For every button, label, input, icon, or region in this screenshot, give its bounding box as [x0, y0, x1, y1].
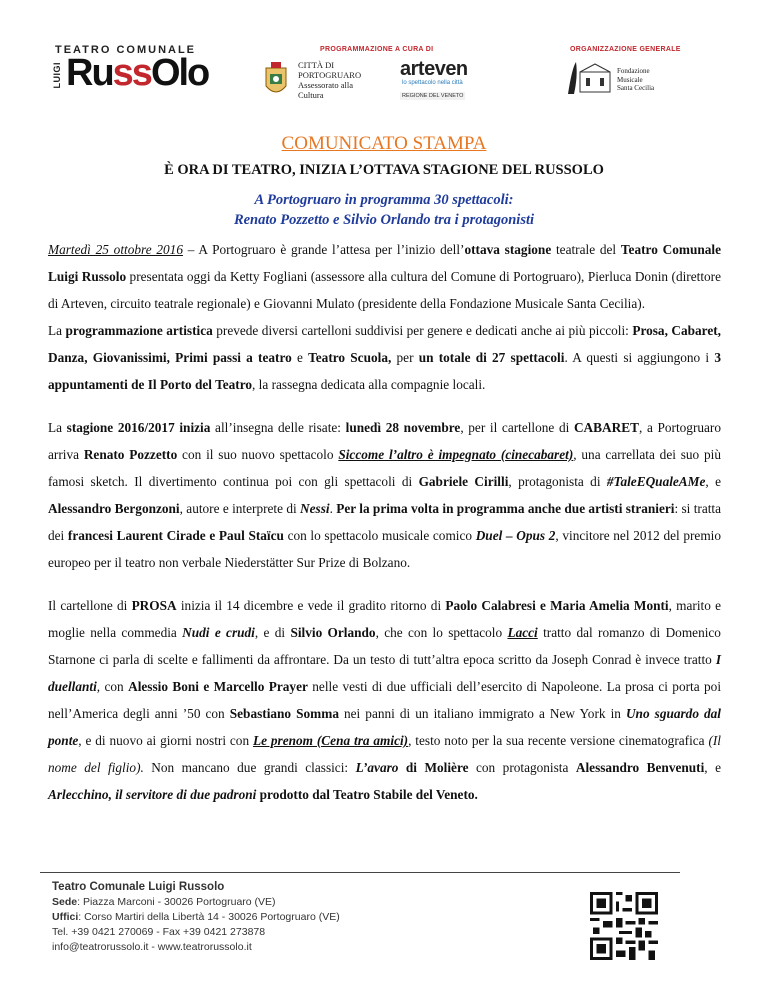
headline: È ORA DI TEATRO, INIZIA L’OTTAVA STAGIONE DEL RUSSOLO — [164, 162, 604, 178]
fond-line-3: Santa Cecilia — [617, 84, 655, 92]
text: con lo spettacolo musicale comico — [283, 528, 476, 543]
subheadline-line-2: Renato Pozzetto e Silvio Orlando tra i protagonisti — [233, 212, 535, 228]
text: teatrale del — [551, 242, 621, 257]
bold-text: Teatro Comunale Luigi Russolo — [48, 242, 721, 284]
city-line-1: CITTÀ DI — [298, 60, 335, 70]
text: , testo noto per la sua recente versione cinematografica — [408, 733, 709, 748]
russolo-logo — [66, 52, 208, 95]
bold-text: Silvio Orlando — [290, 625, 376, 640]
text: . — [329, 501, 337, 516]
show-title: Lacci — [507, 625, 538, 640]
text: , e di — [254, 625, 291, 640]
text: e — [291, 350, 309, 365]
show-title: Nessi — [300, 501, 330, 516]
subheadline — [0, 190, 768, 230]
text: , vincitore nel 2012 del premio europeo per il teatro non verbale Niederstätter Sur Prize di Bolzano. — [48, 528, 722, 570]
text: , la rassegna dedicata alla compagnie locali. — [252, 377, 486, 392]
bold-text: 3 appuntamenti de Il Porto del Teatro — [48, 350, 721, 392]
programmazione-label: PROGRAMMAZIONE A CURA DI — [320, 46, 434, 53]
show-title: #TaleEQualeAMe — [606, 474, 706, 489]
arteven-tagline: lo spettacolo nella città — [402, 80, 463, 86]
show-title: L’avaro — [355, 760, 399, 775]
paragraph-intro — [48, 236, 721, 317]
show-title: Arlecchino, il servitore di due padroni — [48, 787, 257, 802]
text: – A Portogruaro è grande l’attesa per l’inizio dell’ — [182, 242, 465, 257]
text: : si tratta dei — [48, 501, 722, 543]
fond-line-2: Musicale — [617, 75, 643, 84]
bold-text: Sebastiano Somma — [229, 706, 339, 721]
text: , con — [96, 679, 129, 694]
footer-web: info@teatrorussolo.it - www.teatrorussolo.it — [52, 941, 252, 953]
logo-part-2: ss — [112, 52, 151, 94]
text: con il suo nuovo spettacolo — [177, 447, 339, 462]
text: Il cartellone di — [48, 598, 132, 613]
paragraph-prosa — [48, 592, 721, 808]
bold-text: Per la prima volta in programma anche due artisti stranieri — [336, 501, 675, 516]
text: , che con lo spettacolo — [375, 625, 508, 640]
bold-text: un totale di 27 spettacoli — [418, 350, 565, 365]
paragraph-programmazione — [48, 317, 721, 398]
paragraph-cabaret — [48, 414, 721, 576]
bold-text: ottava stagione — [464, 242, 552, 257]
letterhead — [0, 0, 768, 120]
bold-text: Alessio Boni e Marcello Prayer — [128, 679, 308, 694]
text: con protagonista — [468, 760, 576, 775]
uffici-label: Uffici — [52, 911, 79, 923]
bold-text: Teatro Scuola, — [308, 350, 392, 365]
bold-text: CABARET — [573, 420, 639, 435]
show-title: I duellanti — [48, 652, 721, 694]
text: , autore e interprete di — [179, 501, 301, 516]
text: all’insegna delle risate: — [210, 420, 346, 435]
city-line-4: Cultura — [298, 90, 324, 100]
footer-tel: Tel. +39 0421 270069 - Fax +39 0421 273878 — [52, 926, 266, 938]
show-title: Duel – Opus 2 — [475, 528, 556, 543]
bold-text: Paolo Calabresi e Maria Amelia Monti — [445, 598, 669, 613]
organizzazione-label: ORGANIZZAZIONE GENERALE — [570, 46, 681, 53]
footer-sede — [52, 895, 340, 910]
text: tratto dal romanzo di Domenico Starnone ci parla di scelte e fallimenti da affrontare. Da un testo di tutt’altra epoca scritto da Joseph Conrad è invece tratto — [48, 625, 721, 667]
text: . A questi si aggiungono i — [564, 350, 715, 365]
press-date: Martedì 25 ottobre 2016 — [48, 242, 183, 257]
sede-address: : Piazza Marconi - 30026 Portogruaro (VE) — [77, 896, 276, 908]
bold-text: lunedì 28 novembre — [345, 420, 461, 435]
fondazione-logo-icon — [566, 58, 612, 98]
bold-text: programmazione artistica — [65, 323, 213, 338]
footer-uffici — [52, 910, 340, 925]
uffici-address: : Corso Martiri della Libertà 14 - 30026 Portogruaro (VE) — [78, 911, 340, 923]
bold-text: stagione 2016/2017 inizia — [66, 420, 211, 435]
show-title: Uno sguardo dal ponte — [48, 706, 722, 748]
text: , per il cartellone di — [460, 420, 574, 435]
logo-part-3: Olo — [150, 52, 209, 94]
text: prevede diversi cartelloni suddivisi per genere e dedicati anche ai più piccoli: — [212, 323, 633, 338]
text: La — [48, 323, 66, 338]
city-line-2: PORTOGRUARO — [298, 70, 362, 80]
qr-code-icon — [590, 892, 658, 960]
text: , una carrellata dei suo più famosi sketch. Il divertimento continua poi con gli spettacoli di — [48, 447, 722, 489]
bold-text: francesi Laurent Cirade e Paul Staïcu — [67, 528, 284, 543]
comunicato-stampa-title: COMUNICATO STAMPA — [281, 133, 487, 154]
bold-text: PROSA — [131, 598, 177, 613]
regione-veneto-badge: REGIONE DEL VENETO — [402, 93, 464, 99]
bold-text: Gabriele Cirilli — [418, 474, 509, 489]
text: La — [48, 420, 67, 435]
text: nelle vesti di due ufficiali dell’esercito di Napoleone. La prosa ci porta poi nell’America degli anni ’50 con — [48, 679, 722, 721]
text: , e — [705, 474, 722, 489]
teatro-comunale-label: TEATRO COMUNALE — [55, 44, 197, 56]
subheadline-line-1: A Portogruaro in programma 30 spettacoli: — [254, 192, 514, 208]
city-block — [298, 60, 361, 100]
text: , marito e moglie nella commedia — [48, 598, 722, 640]
bold-text: Alessandro Bergonzoni — [48, 501, 180, 516]
show-title: Siccome l’altro è impegnato (cinecabaret) — [338, 447, 574, 462]
text: , e di nuovo ai giorni nostri con — [78, 733, 253, 748]
text: , e — [704, 760, 721, 775]
footer-contacts — [52, 880, 340, 955]
footer-name: Teatro Comunale Luigi Russolo — [52, 881, 225, 893]
arteven-logo: arteven — [400, 58, 468, 80]
text: per — [391, 350, 419, 365]
city-crest-icon — [262, 60, 290, 100]
text: , protagonista di — [508, 474, 607, 489]
bold-text: prodotto dal Teatro Stabile del Veneto. — [256, 787, 478, 802]
article-body — [48, 236, 721, 808]
show-title: Nudi e crudi — [182, 625, 255, 640]
sede-label: Sede — [52, 896, 78, 908]
bold-text: Alessandro Benvenuti — [575, 760, 705, 775]
logo-luigi-text: LUIGI — [52, 62, 62, 89]
show-title: Le prenom (Cena tra amici) — [252, 733, 409, 748]
fond-line-1: Fondazione — [617, 67, 650, 75]
fondazione-text — [617, 67, 654, 93]
logo-part-1: Ru — [66, 52, 113, 94]
text: , a Portogruaro arriva — [48, 420, 721, 462]
italic-text: (Il nome del figlio). — [48, 733, 722, 775]
footer-divider — [40, 872, 680, 873]
bold-text: Prosa, Cabaret, Danza, Giovanissimi, Primi passi a teatro — [48, 323, 721, 365]
city-line-3: Assessorato alla — [298, 80, 354, 90]
text: inizia il 14 dicembre e vede il gradito ritorno di — [176, 598, 446, 613]
bold-text: di Molière — [398, 760, 469, 775]
text: Non mancano due grandi classici: — [143, 760, 356, 775]
text: presentata oggi da Ketty Fogliani (assessore alla cultura del Comune di Portogruaro), Pierluca Donin (direttore di Arteven, circuito teatrale regionale) e Giovanni Mulato (presidente della Fondazione Musicale Santa Cecilia). — [48, 269, 721, 311]
bold-text: Renato Pozzetto — [83, 447, 178, 462]
text: nei panni di un italiano immigrato a New York in — [338, 706, 626, 721]
